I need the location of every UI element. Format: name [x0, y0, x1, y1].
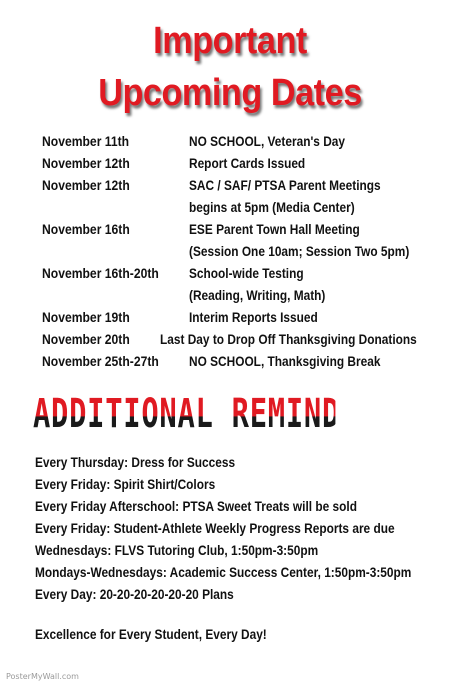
- watermark: PosterMyWall.com: [6, 672, 79, 681]
- date-row: [42, 351, 452, 373]
- date-label: [42, 197, 174, 219]
- date-label: [42, 285, 174, 307]
- event-label: Report Cards Issued: [189, 156, 306, 171]
- event-label: (Reading, Writing, Math): [189, 288, 326, 303]
- date-label: [42, 241, 174, 263]
- date-row: [42, 329, 452, 351]
- event-label: NO SCHOOL, Thanksgiving Break: [189, 354, 381, 369]
- event-label: NO SCHOOL, Veteran's Day: [189, 134, 346, 149]
- date-row: [42, 197, 452, 219]
- reminders-list: [35, 452, 455, 606]
- date-row: [42, 263, 452, 285]
- date-row: [42, 131, 452, 153]
- closing-motto: Excellence for Every Student, Every Day!: [35, 627, 267, 642]
- page-title-line-2: Upcoming Dates: [98, 72, 362, 114]
- date-label: November 20th: [42, 332, 130, 347]
- reminder-item: Wednesdays: FLVS Tutoring Club, 1:50pm-3:50pm: [35, 543, 319, 558]
- event-label: Last Day to Drop Off Thanksgiving Donations: [160, 332, 417, 347]
- date-row: [42, 285, 452, 307]
- date-label: November 12th: [42, 178, 130, 193]
- reminder-item: Mondays-Wednesdays: Academic Success Center, 1:50pm-3:50pm: [35, 565, 412, 580]
- date-label: November 16th-20th: [42, 266, 159, 281]
- date-row: [42, 241, 452, 263]
- date-label: November 16th: [42, 222, 130, 237]
- date-label: November 19th: [42, 310, 130, 325]
- page-title-line-1: Important: [153, 20, 307, 62]
- event-label: Interim Reports Issued: [189, 310, 318, 325]
- reminder-item: Every Friday: Student-Athlete Weekly Progress Reports are due: [35, 521, 395, 536]
- event-label: School-wide Testing: [189, 266, 304, 281]
- event-label: SAC / SAF/ PTSA Parent Meetings: [189, 178, 381, 193]
- date-label: November 12th: [42, 156, 130, 171]
- event-label: ESE Parent Town Hall Meeting: [189, 222, 360, 237]
- reminder-item: Every Friday Afterschool: PTSA Sweet Treats will be sold: [35, 499, 357, 514]
- date-row: [42, 153, 452, 175]
- event-label: (Session One 10am; Session Two 5pm): [189, 244, 410, 259]
- dates-list: [42, 131, 452, 373]
- date-label: November 11th: [42, 134, 130, 149]
- reminder-item: Every Friday: Spirit Shirt/Colors: [35, 477, 216, 492]
- reminder-item: Every Day: 20-20-20-20-20-20 Plans: [35, 587, 234, 602]
- date-row: [42, 307, 452, 329]
- reminders-heading: ADDITIONAL REMINDERS: [33, 391, 395, 437]
- reminder-item: Every Thursday: Dress for Success: [35, 455, 236, 470]
- date-label: November 25th-27th: [42, 354, 159, 369]
- event-label: begins at 5pm (Media Center): [189, 200, 355, 215]
- date-row: [42, 175, 452, 197]
- date-row: [42, 219, 452, 241]
